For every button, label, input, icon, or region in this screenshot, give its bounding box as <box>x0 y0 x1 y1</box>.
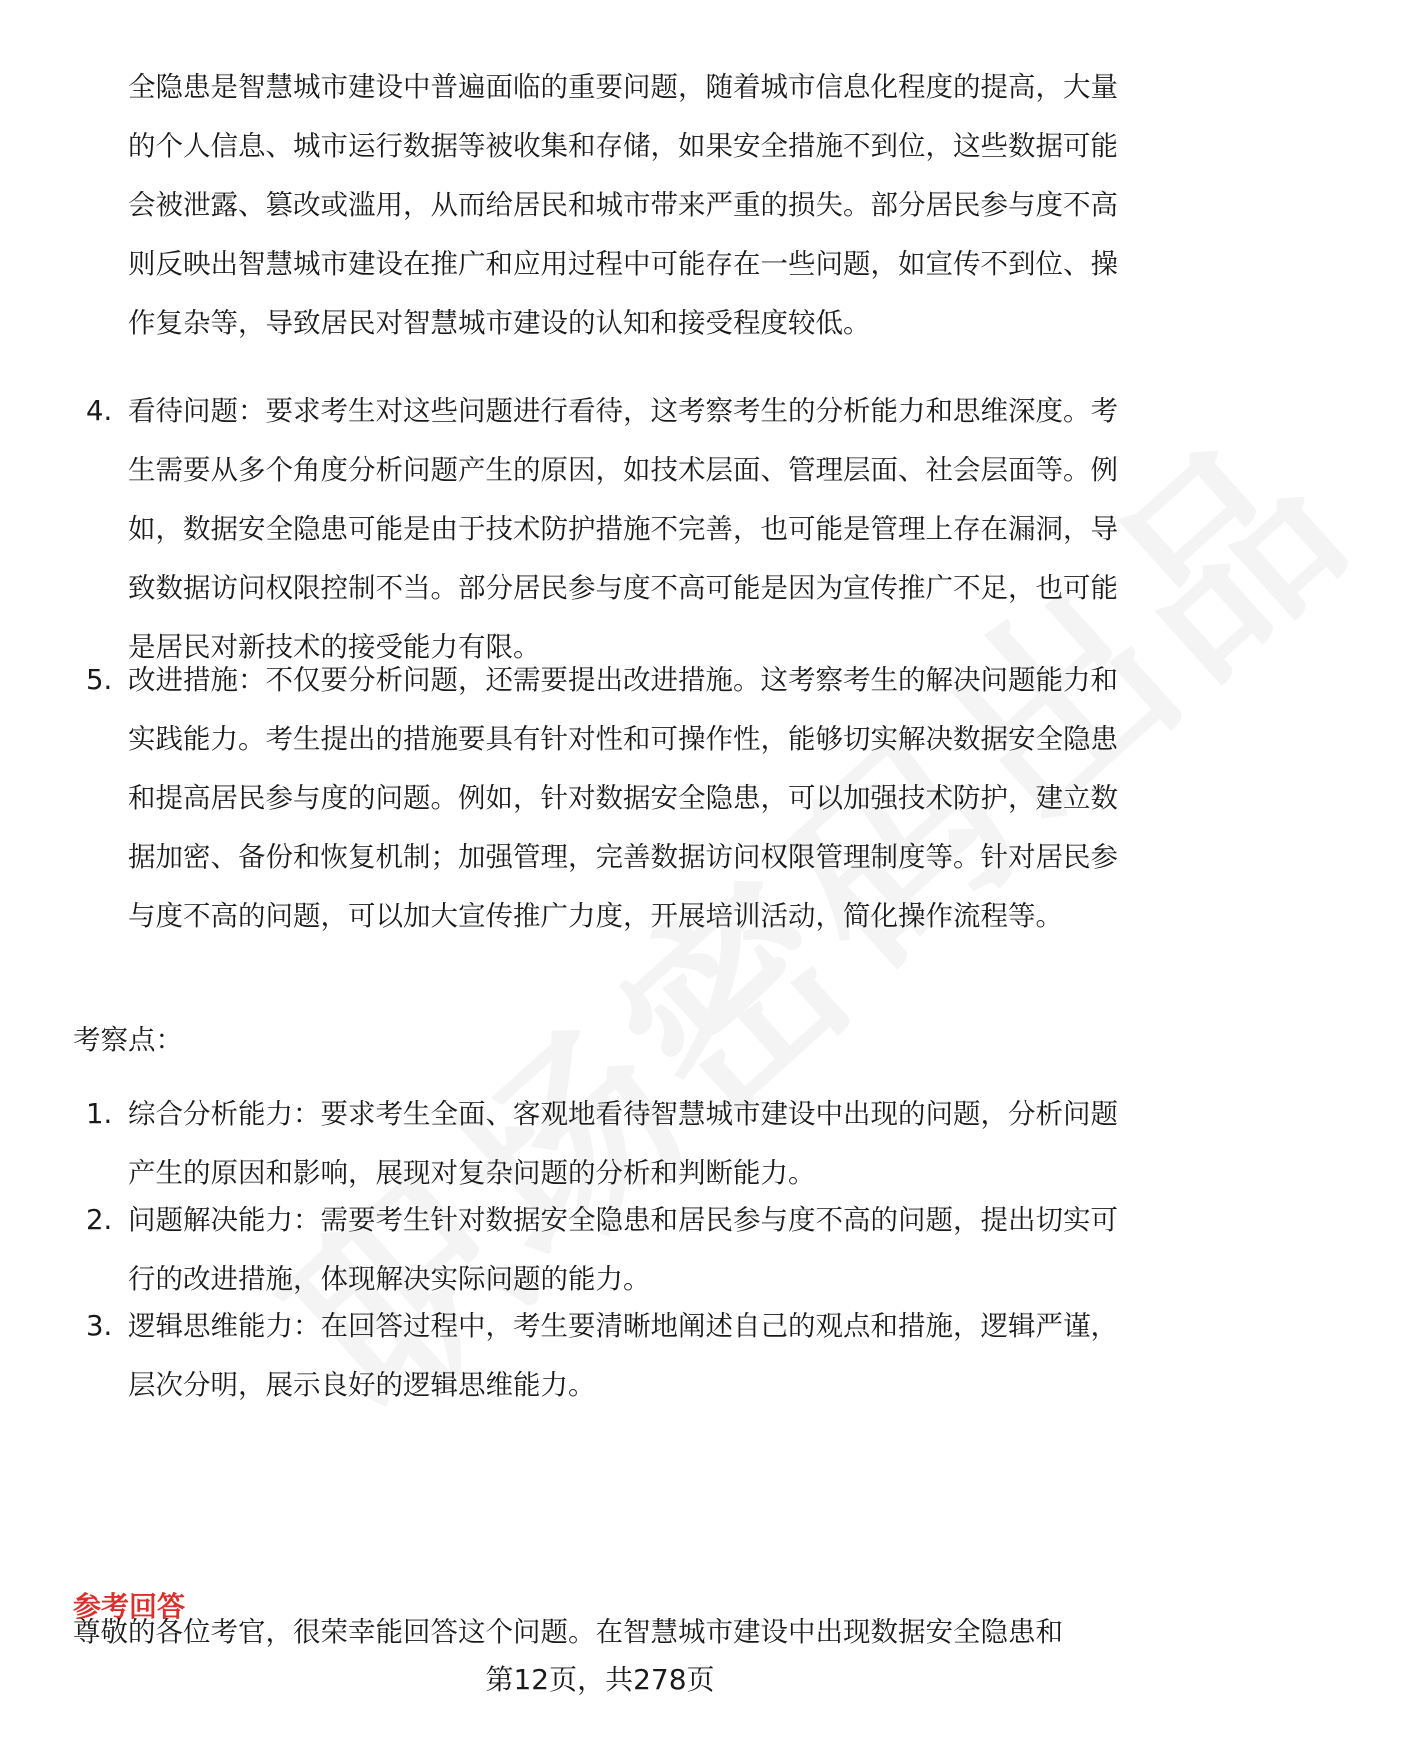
list-item-number: 3. <box>86 1310 113 1342</box>
list-item-number: 4. <box>86 395 113 427</box>
reference-answer-text <box>73 1616 1143 1662</box>
list-item-text: 逻辑思维能力：在回答过程中，考生要清晰地阐述自己的观点和措施，逻辑严谨，层次分明，展示良好的逻辑思维能力。 <box>128 1310 1118 1401</box>
intro-paragraph: 全隐患是智慧城市建设中普遍面临的重要问题，随着城市信息化程度的提高，大量的个人信息、城市运行数据等被收集和存储，如果安全措施不到位，这些数据可能会被泄露、篡改或滥用，从而给居民和城市带来严重的损失。部分居民参与度不高则反映出智慧城市建设在推广和应用过程中可能存在一些问题，如宣传不到位、操作复杂等，导致居民对智慧城市建设的认知和接受程度较低。 <box>128 71 1118 339</box>
list-item <box>86 382 1140 677</box>
page-footer <box>0 1660 1200 1700</box>
list-item-text: 综合分析能力：要求考生全面、客观地看待智慧城市建设中出现的问题，分析问题产生的原因和影响，展现对复杂问题的分析和判断能力。 <box>128 1098 1118 1189</box>
list-item-number: 5. <box>86 664 113 696</box>
reference-answer-start: 尊敬的各位考官，很荣幸能回答这个问题。在智慧城市建设中出现数据安全隐患和 <box>73 1616 1063 1648</box>
list-item-number: 2. <box>86 1204 113 1236</box>
list-item <box>86 1297 1140 1415</box>
reference-answer-title: 参考回答 <box>73 1590 186 1623</box>
list-item <box>86 1085 1140 1203</box>
list-item <box>86 1191 1140 1309</box>
list-item-text: 问题解决能力：需要考生针对数据安全隐患和居民参与度不高的问题，提出切实可行的改进措施，体现解决实际问题的能力。 <box>128 1204 1118 1295</box>
list-item <box>86 651 1140 946</box>
page-number: 第12页，共278页 <box>479 1660 720 1700</box>
exam-points-label: 考察点： <box>73 1024 183 1056</box>
list-item-text: 看待问题：要求考生对这些问题进行看待，这考察考生的分析能力和思维深度。考生需要从多个角度分析问题产生的原因，如技术层面、管理层面、社会层面等。例如，数据安全隐患可能是由于技术防护措施不完善，也可能是管理上存在漏洞，导致数据访问权限控制不当。部分居民参与度不高可能是因为宣传推广不足，也可能是居民对新技术的接受能力有限。 <box>128 395 1118 663</box>
list-item-number: 1. <box>86 1098 113 1130</box>
list-item-text: 改进措施：不仅要分析问题，还需要提出改进措施。这考察考生的解决问题能力和实践能力。考生提出的措施要具有针对性和可操作性，能够切实解决数据安全隐患和提高居民参与度的问题。例如，针对数据安全隐患，可以加强技术防护，建立数据加密、备份和恢复机制；加强管理，完善数据访问权限管理制度等。针对居民参与度不高的问题，可以加大宣传推广力度，开展培训活动，简化操作流程等。 <box>128 664 1118 932</box>
